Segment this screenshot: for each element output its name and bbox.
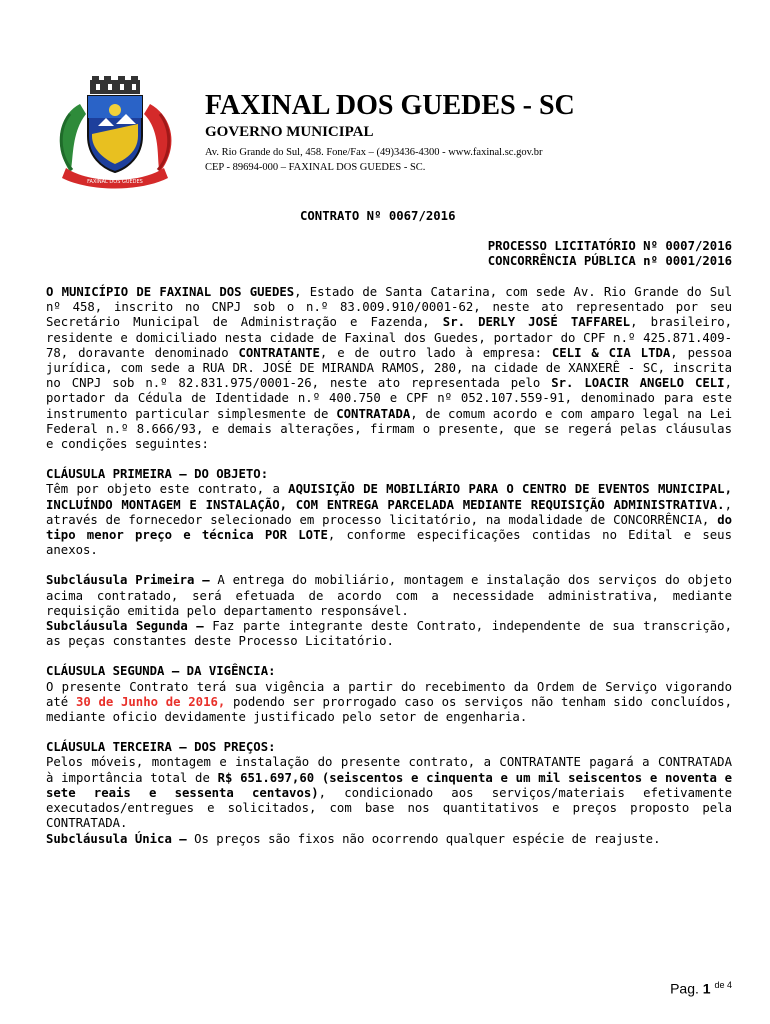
subclause-1: Subcláusula Primeira – A entrega do mobiliário, montagem e instalação dos serviços do objeto acima contratado, será efetuada de acordo com a necessidade administrativa, mediante requisição emitida pelo departamento responsável. [46, 573, 732, 618]
clause-3-text: Pelos móveis, montagem e instalação do presente contrato, a CONTRATANTE pagará a CONTRATADA à importância total de R$ 651.697,60 (seiscentos e cinquenta e um mil seiscentos e noventa e sete reais e sessenta centavos), condicionado aos serviços/materiais efetivamente executados/entregues e solicitados, com base nos quantitativos e preços proposto pela CONTRATADA. [46, 755, 732, 831]
company-name: CELI & CIA LTDA [551, 345, 671, 360]
municipio-name: O MUNICÍPIO DE FAXINAL DOS GUEDES [46, 285, 295, 299]
page-number: 1 [702, 980, 711, 997]
validity-date: 30 de Junho de 2016, [75, 694, 226, 709]
clause-3-heading: CLÁUSULA TERCEIRA – DOS PREÇOS: [46, 740, 276, 755]
contract-body [46, 285, 732, 847]
competition-number: CONCORRÊNCIA PÚBLICA nº 0001/2016 [487, 254, 732, 269]
crest-ribbon-text: FAXINAL DOS GUEDES [87, 179, 143, 185]
government-label: GOVERNO MUNICIPAL [205, 124, 374, 140]
process-number: PROCESSO LICITATÓRIO Nº 0007/2016 [487, 239, 732, 253]
letterhead [205, 90, 575, 174]
subclause-unique: Subcláusula Única – Os preços são fixos não ocorrendo qualquer espécie de reajuste. [46, 831, 661, 846]
municipal-crest-logo [40, 74, 190, 190]
secretary-name: Sr. DERLY JOSÉ TAFFAREL [442, 315, 631, 330]
process-info [488, 239, 732, 269]
page-label: Pag. [670, 980, 699, 997]
contratada-label: CONTRATADA [336, 406, 411, 421]
clause-1-text: Têm por objeto este contrato, a AQUISIÇÃO DE MOBILIÁRIO PARA O CENTRO DE EVENTOS MUNICIPAL, INCLUÍNDO MONTAGEM E INSTALAÇÃO, COM ENTREGA PARCELADA MEDIANTE REQUISIÇÃO ADMINISTRATIVA., através de fornecedor selecionado em processo licitatório, na modalidade de CONCORRÊNCIA, do tipo menor preço e técnica POR LOTE, conforme especificações contidas no Edital e seus anexos. [46, 482, 732, 558]
page-total: de 4 [714, 980, 732, 990]
address-line-2: CEP - 89694-000 – FAXINAL DOS GUEDES - SC. [205, 162, 426, 173]
page-footer [670, 980, 732, 997]
contratante-label: CONTRATANTE [238, 345, 320, 360]
subclause-2: Subcláusula Segunda – Faz parte integrante deste Contrato, independente de sua transcrição, as peças constantes deste Processo Licitatório. [46, 619, 732, 649]
representative-name: Sr. LOACIR ANGELO CELI [551, 376, 725, 391]
town-name: FAXINAL DOS GUEDES - SC [205, 90, 575, 121]
clause-1-heading: CLÁUSULA PRIMEIRA – DO OBJETO: [46, 467, 269, 482]
preamble-paragraph: O MUNICÍPIO DE FAXINAL DOS GUEDES, Estado de Santa Catarina, com sede Av. Rio Grande do Sul nº 458, inscrito no CNPJ sob o n.º 83.009.910/0001-62, neste ato representado por seu Secretário Municipal de Administração e Fazenda, Sr. DERLY JOSÉ TAFFAREL, brasileiro, residente e domiciliado nesta cidade de Faxinal dos Guedes, portador do CPF n.º 425.871.409-78, doravante denominado CONTRATANTE, e de outro lado à empresa: CELI & CIA LTDA, pessoa jurídica, com sede a RUA DR. JOSÉ DE MIRANDA RAMOS, 280, na cidade de XANXERÊ - SC, inscrita no CNPJ sob n.º 82.831.975/0001-26, neste ato representada pelo Sr. LOACIR ANGELO CELI, portador da Cédula de Identidade n.º 400.750 e CPF nº 052.107.559-91, denominado para este instrumento particular simplesmente de CONTRATADA, de comum acordo e com amparo legal na Lei Federal n.º 8.666/93, e demais alterações, firmam o presente, que se regerá pelas cláusulas e condições seguintes: [46, 285, 733, 452]
clause-2-text: O presente Contrato terá sua vigência a partir do recebimento da Ordem de Serviço vigorando até 30 de Junho de 2016, podendo ser prorrogado caso os serviços não tenham sido concluídos, mediante oficio devidamente justificado pelo setor de engenharia. [46, 679, 732, 725]
contract-object: AQUISIÇÃO DE MOBILIÁRIO PARA O CENTRO DE EVENTOS MUNICIPAL, INCLUÍNDO MONTAGEM E INSTALAÇÃO, COM ENTREGA PARCELADA MEDIANTE REQUISIÇÃO ADMINISTRATIVA. [46, 482, 732, 512]
address-line-1: Av. Rio Grande do Sul, 458. Fone/Fax – (49)3436-4300 - www.faxinal.sc.gov.br [205, 147, 543, 158]
contract-title: CONTRATO Nº 0067/2016 [300, 209, 456, 223]
bid-type: do tipo menor preço e técnica POR LOTE [46, 512, 732, 543]
clause-2-heading: CLÁUSULA SEGUNDA – DA VIGÊNCIA: [46, 664, 276, 679]
contract-value: R$ 651.697,60 (seiscentos e cinquenta e um mil seiscentos e noventa e sete reais e sessenta centavos) [46, 770, 732, 800]
